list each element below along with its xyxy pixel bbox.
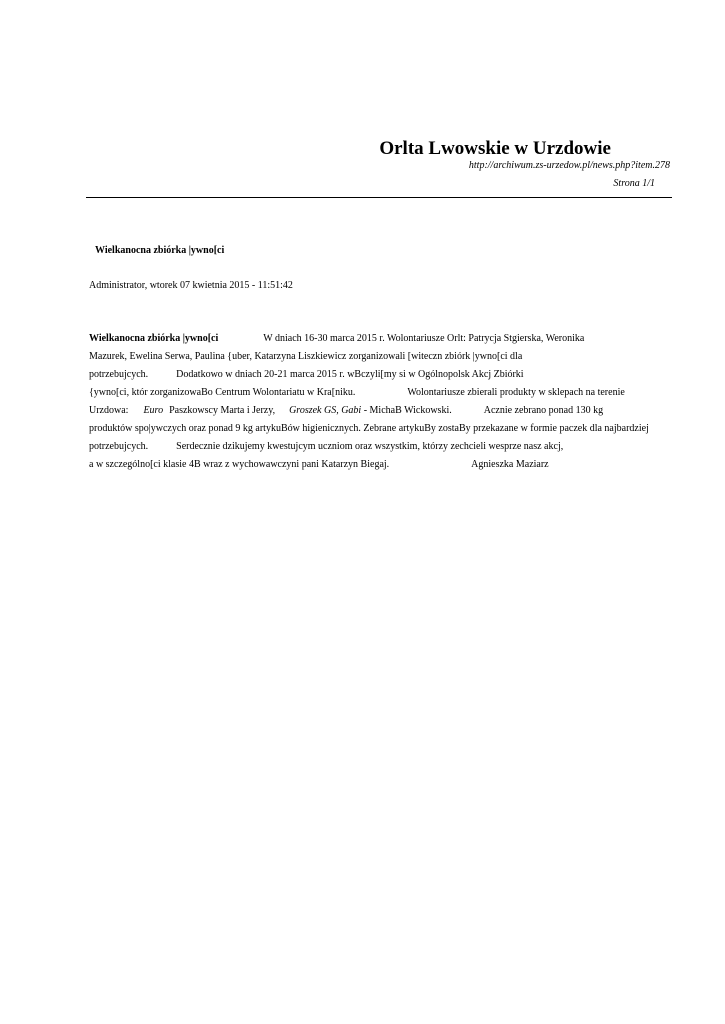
- body-text: Wolontariusze zbierali produkty w sklepach na terenie: [407, 387, 625, 398]
- page-number: Strona 1/1: [613, 178, 655, 189]
- body-lead-title: Wielkanocna zbiórka |ywno[ci: [89, 333, 219, 344]
- body-text: potrzebujcych.: [89, 441, 149, 452]
- body-line: [89, 351, 522, 362]
- body-text: potrzebujcych.: [89, 369, 149, 380]
- body-text: Acznie zebrano ponad 130 kg: [483, 405, 604, 416]
- header-divider: [86, 197, 672, 198]
- body-line: [89, 441, 563, 452]
- shop-name-euro: Euro: [143, 405, 164, 416]
- body-line: [89, 333, 584, 344]
- body-line: [89, 369, 524, 380]
- source-url[interactable]: http://archiwum.zs-urzedow.pl/news.php?item.278: [468, 160, 670, 171]
- article-author: Agnieszka Maziarz: [471, 459, 549, 470]
- shop-name-groszek: Groszek GS, Gabi: [289, 405, 362, 416]
- body-text: Dodatkowo w dniach 20-21 marca 2015 r. wBczyli[my si w Ogólnopolsk Akcj Zbiórki: [176, 369, 524, 380]
- body-line: [89, 459, 549, 470]
- body-text: produktów spo|ywczych oraz ponad 9 kg artykuBów higienicznych. Zebrane artykuBy zostaBy przekazane w formie paczek dla najbardziej: [89, 423, 649, 434]
- body-line: [89, 387, 625, 398]
- body-text: Mazurek, Ewelina Serwa, Paulina {uber, Katarzyna Liszkiewicz zorganizowali [witeczn zbiórk |ywno[ci dla: [89, 351, 523, 362]
- body-line: [89, 423, 649, 434]
- body-text: - MichaB Wickowski.: [363, 405, 452, 416]
- body-text: W dniach 16-30 marca 2015 r. Wolontariusze Orlt: Patrycja Stgierska, Weronika: [263, 333, 585, 344]
- body-line: [89, 405, 603, 416]
- body-text: {ywno[ci, któr zorganizowaBo Centrum Wolontariatu w Kra[niku.: [89, 387, 356, 398]
- article-byline: Administrator, wtorek 07 kwietnia 2015 - 11:51:42: [89, 280, 293, 291]
- body-text: Paszkowscy Marta i Jerzy,: [169, 405, 276, 416]
- site-title: Orlta Lwowskie w Urzdowie: [379, 138, 611, 159]
- body-text: Urzdowa:: [89, 405, 129, 416]
- body-text: a w szczególno[ci klasie 4B wraz z wychowawczyni pani Katarzyn Biegaj.: [89, 459, 390, 470]
- body-text: Serdecznie dzikujemy kwestujcym uczniom oraz wszystkim, którzy zechcieli wesprze nasz akcj,: [176, 441, 564, 452]
- article-title: Wielkanocna zbiórka |ywno[ci: [95, 245, 225, 256]
